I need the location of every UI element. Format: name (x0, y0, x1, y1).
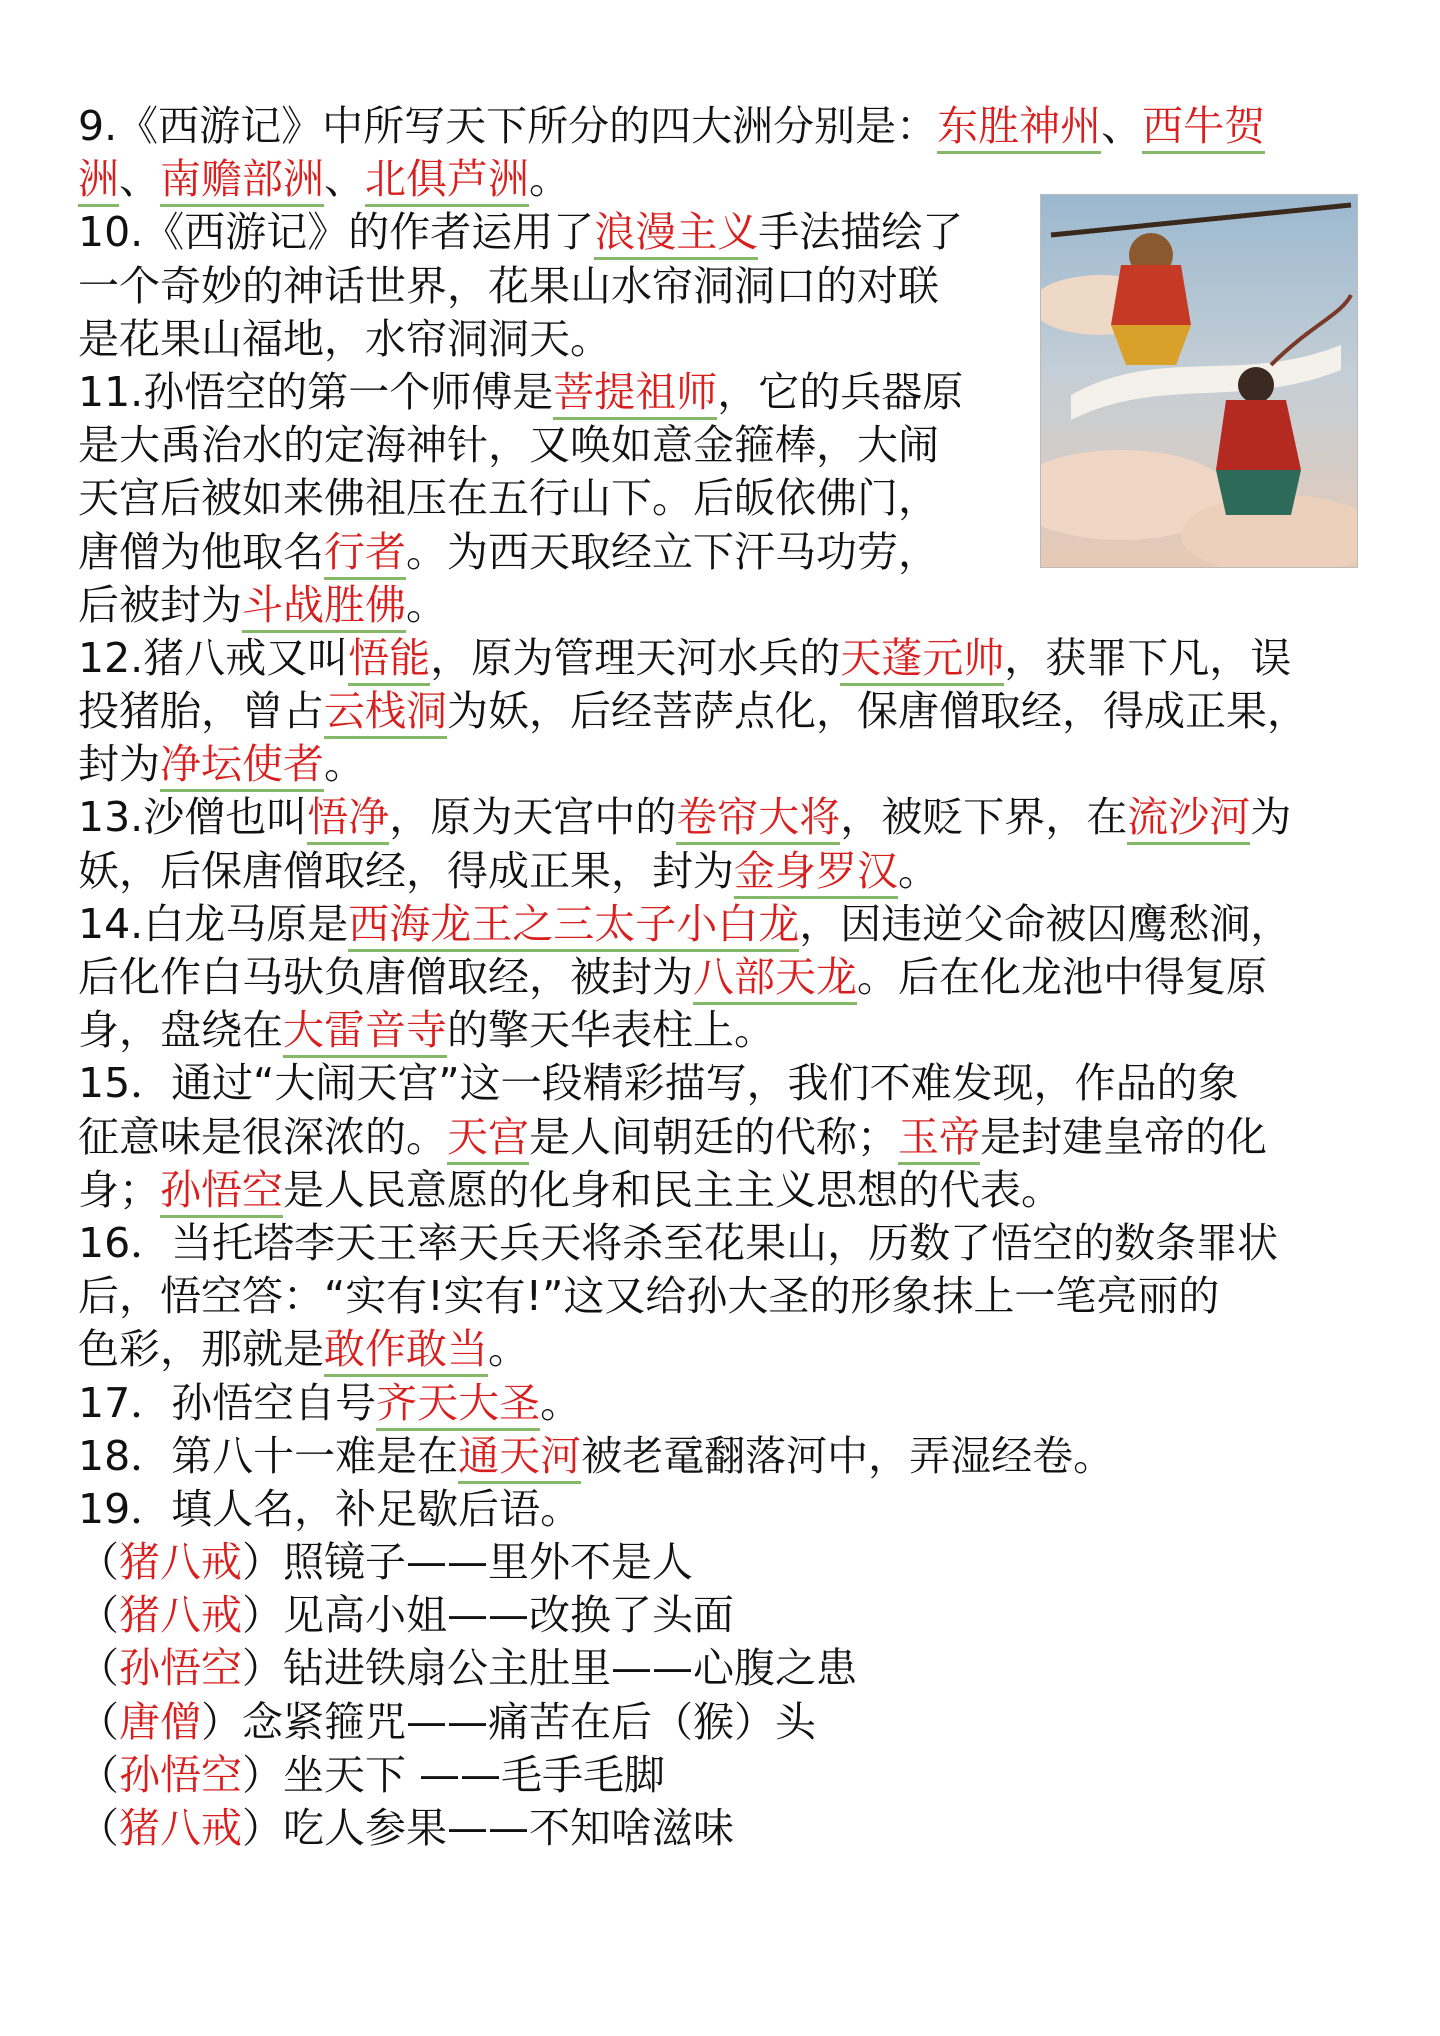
plain-text: 。 (540, 1378, 582, 1427)
text-line (78, 1111, 1368, 1164)
answer-name: 猪八戒 (119, 1804, 242, 1852)
text-line (78, 1323, 1368, 1376)
answer-text: 流沙河 (1127, 793, 1250, 845)
plain-text: 、 (119, 155, 160, 204)
text-line (78, 1217, 1368, 1270)
answer-text: 八部天龙 (693, 953, 857, 1005)
answer-text: 北俱芦洲 (365, 155, 529, 207)
plain-text: ，被贬下界，在 (840, 793, 1128, 842)
illustration-art (1041, 195, 1357, 567)
plain-text: 投猪胎，曾占 (78, 687, 324, 736)
plain-text: 是封建皇帝的化 (980, 1112, 1267, 1161)
plain-text: 后被封为 (78, 580, 242, 629)
plain-text: 12.猪八戒又叫 (78, 633, 349, 682)
text-line (78, 1004, 1368, 1057)
plain-text: ）照镜子——里外不是人 (242, 1538, 693, 1587)
plain-text: 天宫后被如来佛祖压在五行山下。后皈依佛门， (78, 474, 939, 523)
answer-text: 玉帝 (898, 1113, 980, 1165)
plain-text: 唐僧为他取名 (78, 527, 324, 576)
text-line (78, 898, 1368, 951)
text-line (78, 1589, 1368, 1642)
answer-text: 大雷音寺 (283, 1006, 447, 1058)
text-line (78, 845, 1368, 898)
answer-name: 猪八戒 (119, 1591, 242, 1640)
answer-text: 洲 (78, 155, 119, 207)
plain-text: 。 (529, 155, 570, 204)
plain-text: 。 (324, 740, 365, 789)
plain-text: 是花果山福地，水帘洞洞天。 (78, 314, 611, 363)
answer-text: 净坛使者 (160, 740, 324, 792)
plain-text: ）见高小姐——改换了头面 (242, 1591, 734, 1640)
answer-text: 悟能 (348, 634, 430, 686)
answer-text: 云栈洞 (324, 687, 447, 739)
plain-text: 被老鼋翻落河中，弄湿经卷。 (581, 1431, 1115, 1480)
text-line (78, 1802, 1368, 1855)
answer-text: 悟净 (307, 793, 389, 845)
text-line (78, 1696, 1368, 1749)
plain-text: 。为西天取经立下汗马功劳， (406, 527, 939, 576)
plain-text: 的擎天华表柱上。 (447, 1006, 775, 1055)
plain-text: 14.白龙马原是 (78, 899, 349, 948)
plain-text: 是大禹治水的定海神针，又唤如意金箍棒，大闹 (78, 421, 939, 470)
text-line (78, 1270, 1368, 1323)
text-line (78, 1642, 1368, 1695)
plain-text: （ (78, 1591, 119, 1640)
plain-text: 17．孙悟空自号 (78, 1378, 377, 1427)
answer-text: 齐天大圣 (376, 1379, 540, 1431)
answer-text: 天宫 (447, 1113, 529, 1165)
plain-text: 征意味是很深浓的。 (78, 1112, 447, 1161)
plain-text: 身； (78, 1165, 160, 1214)
plain-text: ）吃人参果——不知啥滋味 (242, 1804, 734, 1852)
answer-name: 猪八戒 (119, 1538, 242, 1587)
plain-text: （ (78, 1538, 119, 1587)
plain-text: ，原为天宫中的 (389, 793, 677, 842)
answer-text: 西海龙王之三太子小白龙 (348, 900, 799, 952)
answer-text: 通天河 (458, 1432, 581, 1484)
plain-text: 10.《西游记》的作者运用了 (78, 208, 595, 257)
text-line (78, 1057, 1368, 1110)
text-line (78, 100, 1368, 153)
monkey-king-illustration (1040, 194, 1358, 568)
plain-text: 18．第八十一难是在 (78, 1431, 459, 1480)
text-line (78, 1483, 1368, 1536)
answer-text: 孙悟空 (160, 1166, 283, 1218)
answer-text: 西牛贺 (1142, 102, 1265, 154)
plain-text: ，原为管理天河水兵的 (430, 633, 841, 682)
answer-text: 东胜神州 (937, 102, 1101, 154)
text-line (78, 632, 1368, 685)
plain-text: 是人民意愿的化身和民主主义思想的代表。 (283, 1165, 1062, 1214)
plain-text: ）坐天下 ——毛手毛脚 (242, 1750, 666, 1799)
plain-text: ，获罪下凡，误 (1004, 633, 1292, 682)
text-line (78, 685, 1368, 738)
plain-text: 一个奇妙的神话世界，花果山水帘洞洞口的对联 (78, 261, 939, 310)
plain-text: 。 (898, 846, 939, 895)
plain-text: 15．通过“大闹天宫”这一段精彩描写，我们不难发现，作品的象 (78, 1059, 1239, 1108)
plain-text: 、 (1101, 102, 1143, 150)
plain-text: 19．填人名，补足歇后语。 (78, 1484, 582, 1533)
plain-text: ）念紧箍咒——痛苦在后（猴）头 (201, 1697, 816, 1746)
plain-text: 13.沙僧也叫 (78, 793, 308, 842)
plain-text: 手法描绘了 (758, 208, 964, 257)
plain-text: 后，悟空答：“实有!实有!”这又给孙大圣的形象抹上一笔亮丽的 (78, 1272, 1220, 1321)
plain-text: （ (78, 1697, 119, 1746)
answer-text: 行者 (324, 528, 406, 580)
plain-text: 。 (488, 1325, 529, 1374)
plain-text: 封为 (78, 740, 160, 789)
text-line (78, 738, 1368, 791)
text-line (78, 1430, 1368, 1483)
plain-text: ，它的兵器原 (717, 367, 964, 416)
plain-text: 是人间朝廷的代称； (529, 1112, 898, 1161)
text-line (78, 579, 1368, 632)
answer-name: 唐僧 (119, 1697, 201, 1746)
text-line (78, 1536, 1368, 1589)
answer-text: 斗战胜佛 (242, 581, 406, 633)
text-line (78, 951, 1368, 1004)
plain-text: 身，盘绕在 (78, 1006, 283, 1055)
plain-text: 后化作白马驮负唐僧取经，被封为 (78, 953, 693, 1001)
answer-text: 浪漫主义 (594, 208, 758, 260)
plain-text: ，因违逆父命被囚鹰愁涧， (799, 899, 1292, 948)
plain-text: 。 (406, 580, 447, 629)
plain-text: ）钻进铁扇公主肚里——心腹之患 (242, 1644, 857, 1693)
answer-text: 菩提祖师 (553, 368, 717, 420)
plain-text: （ (78, 1804, 119, 1852)
text-line (78, 1164, 1368, 1217)
answer-text: 南赡部洲 (160, 155, 324, 207)
plain-text: 9.《西游记》中所写天下所分的四大洲分别是： (78, 102, 938, 150)
plain-text: （ (78, 1644, 119, 1693)
text-line (78, 791, 1368, 844)
answer-name: 孙悟空 (119, 1750, 242, 1799)
plain-text: 、 (324, 155, 365, 204)
plain-text: 11.孙悟空的第一个师傅是 (78, 367, 554, 416)
plain-text: 。后在化龙池中得复原 (857, 953, 1267, 1001)
text-line (78, 1749, 1368, 1802)
plain-text: （ (78, 1750, 119, 1799)
answer-text: 金身罗汉 (734, 847, 898, 899)
plain-text: 色彩，那就是 (78, 1325, 324, 1374)
answer-text: 卷帘大将 (676, 793, 840, 845)
plain-text: 为 (1250, 793, 1292, 842)
plain-text: 16．当托塔李天王率天兵天将杀至花果山，历数了悟空的数条罪状 (78, 1218, 1279, 1267)
plain-text: 妖，后保唐僧取经，得成正果，封为 (78, 846, 734, 895)
plain-text: 为妖，后经菩萨点化，保唐僧取经，得成正果， (447, 687, 1308, 736)
answer-name: 孙悟空 (119, 1644, 242, 1693)
text-line (78, 1377, 1368, 1430)
answer-text: 天蓬元帅 (840, 634, 1004, 686)
answer-text: 敢作敢当 (324, 1325, 488, 1377)
